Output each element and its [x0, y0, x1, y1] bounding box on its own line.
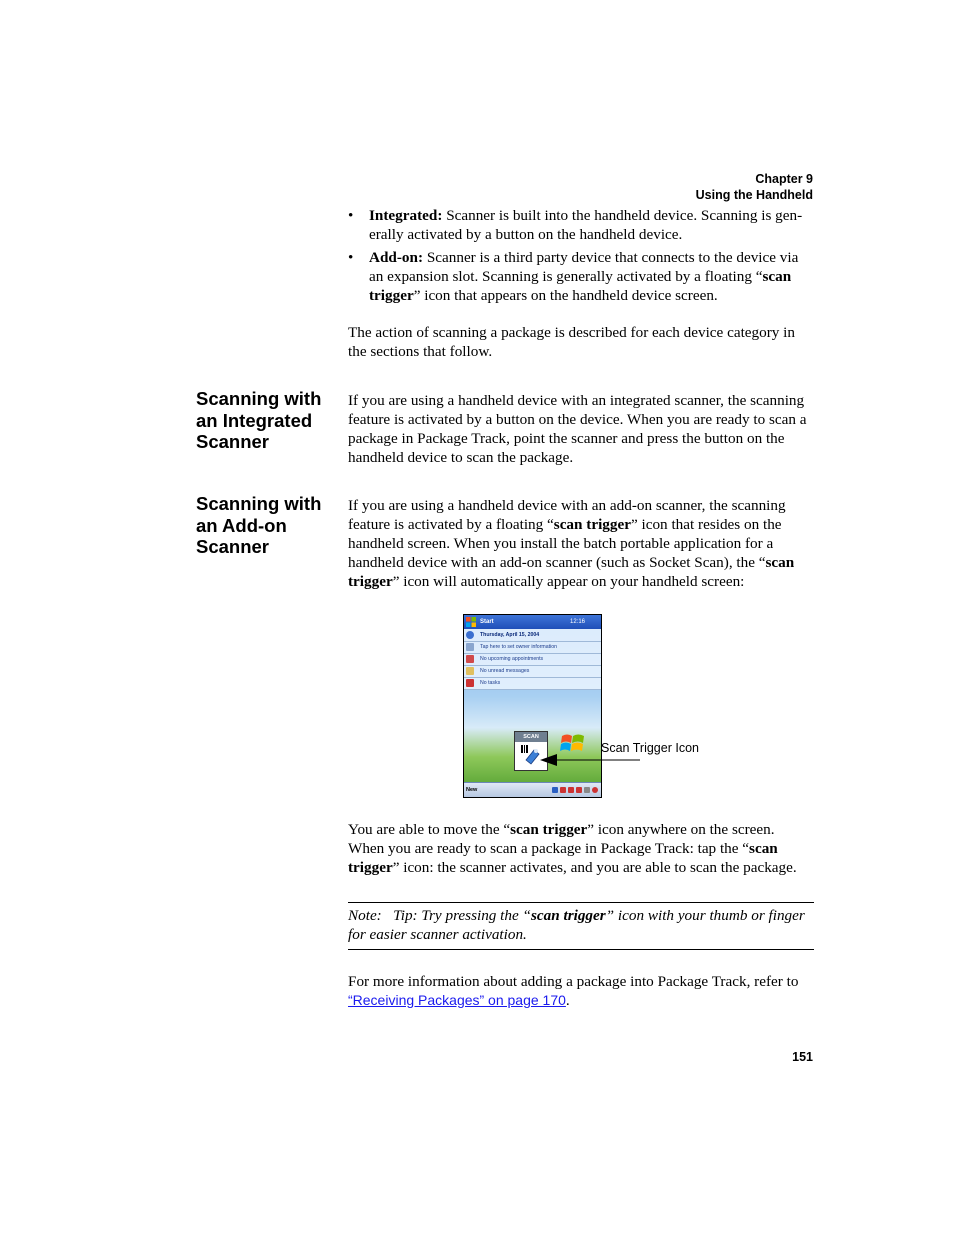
tray-icon [560, 787, 566, 793]
tray-icon [584, 787, 590, 793]
chapter-label: Chapter 9 [755, 172, 813, 186]
running-header [696, 171, 813, 203]
scan-trigger-icon[interactable] [514, 731, 548, 771]
bold-term: scan trigger [369, 268, 792, 304]
today-row-tasks [464, 677, 601, 690]
tray-icon [552, 787, 558, 793]
bullet-integrated [348, 206, 814, 244]
tray-icon [568, 787, 574, 793]
owner-icon [466, 643, 474, 651]
more-info-paragraph [348, 972, 814, 1010]
calendar-icon [466, 655, 474, 663]
bullet-marker: • [348, 207, 354, 224]
today-row-label: Tap here to set owner information [480, 644, 557, 650]
text-run: If you are using a handheld device with an add-on scanner, the scanning feature is activated by a floating “ [348, 497, 786, 533]
bullet-desc: Scanner is built into the handheld device. Scanning is gen-erally activated by a button on the handheld device. [369, 207, 803, 243]
section-heading-addon: Scanning with an Add-on Scanner [196, 493, 322, 557]
bold-term: scan trigger [348, 840, 778, 876]
bullet-desc-end: ” icon that appears on the handheld device screen. [413, 287, 718, 304]
bullet-text [369, 248, 814, 305]
section-paragraph-addon [348, 496, 814, 591]
handheld-screenshot [463, 614, 602, 798]
section-paragraph-integrated: If you are using a handheld device with an integrated scanner, the scanning feature is activated by a button on the device. When you are ready to scan a package in Package Track, point the scanner and press the button on the handheld device to scan the package. [348, 392, 807, 466]
bullet-desc: Scanner is a third party device that connects to the device via an expansion slot. Scanning is generally activated by a floating “ [369, 249, 799, 285]
bullet-text [369, 206, 814, 244]
text-run: ” icon that resides on the handheld screen. When you install the batch portable application for a handheld device with an add-on scanner (such as Socket Scan), the “ [348, 516, 782, 571]
tasks-icon [466, 679, 474, 687]
bullet-marker: • [348, 249, 354, 266]
scan-trigger-label: SCAN [515, 732, 547, 742]
text-run: ” icon with your thumb or finger for easier scanner activation. [348, 907, 805, 943]
windows-flag-icon [466, 617, 476, 627]
device-title-bar [464, 615, 601, 629]
new-menu-label: New [466, 787, 478, 793]
bullet-addon [348, 248, 814, 305]
note-prefix: Note: [348, 907, 382, 924]
bold-term: scan trigger [553, 516, 631, 533]
text-run: ” icon: the scanner activates, and you are able to scan the package. [392, 859, 797, 876]
tray-icon [592, 787, 598, 793]
text-run: You are able to move the “ [348, 821, 511, 838]
today-row-label: No unread messages [480, 668, 530, 674]
text-run: For more information about adding a package into Package Track, refer to [348, 973, 799, 990]
bold-term: scan trigger [348, 554, 795, 590]
intro-paragraph: The action of scanning a package is described for each device category in the sections that follow. [348, 324, 795, 360]
text-run: . [565, 992, 570, 1009]
start-menu-label: Start [480, 619, 494, 625]
bullet-term: Integrated: [369, 207, 443, 224]
windows-logo-icon [560, 731, 586, 757]
bullet-term: Add-on: [369, 249, 424, 266]
today-panel [464, 629, 601, 689]
callout-label: Scan Trigger Icon [601, 741, 699, 755]
move-paragraph [348, 820, 814, 877]
clock-label: 12:16 [569, 619, 585, 625]
page-number: 151 [792, 1050, 813, 1064]
today-row-label: No upcoming appointments [480, 656, 544, 662]
clock-icon [466, 631, 474, 639]
bold-term: scan trigger [530, 907, 606, 924]
device-command-bar [464, 782, 601, 797]
text-run: Tip: Try pressing the “ [393, 907, 531, 924]
receiving-packages-link[interactable]: “Receiving Packages” on page 170 [348, 992, 566, 1008]
tray-icon [576, 787, 582, 793]
bold-term: scan trigger [510, 821, 588, 838]
text-run: ” icon will automatically appear on your handheld screen: [392, 573, 745, 590]
barcode-scanner-icon [520, 744, 542, 766]
section-heading-integrated: Scanning with an Integrated Scanner [196, 388, 322, 452]
note-text [348, 906, 814, 944]
inbox-icon [466, 667, 474, 675]
chapter-title: Using the Handheld [695, 188, 813, 202]
today-row-label: Thursday, April 15, 2004 [480, 632, 540, 638]
note-box [348, 902, 814, 950]
text-run: ” icon anywhere on the screen. When you are ready to scan a package in Package Track: tap the “ [348, 821, 775, 857]
today-row-label: No tasks [480, 680, 501, 686]
